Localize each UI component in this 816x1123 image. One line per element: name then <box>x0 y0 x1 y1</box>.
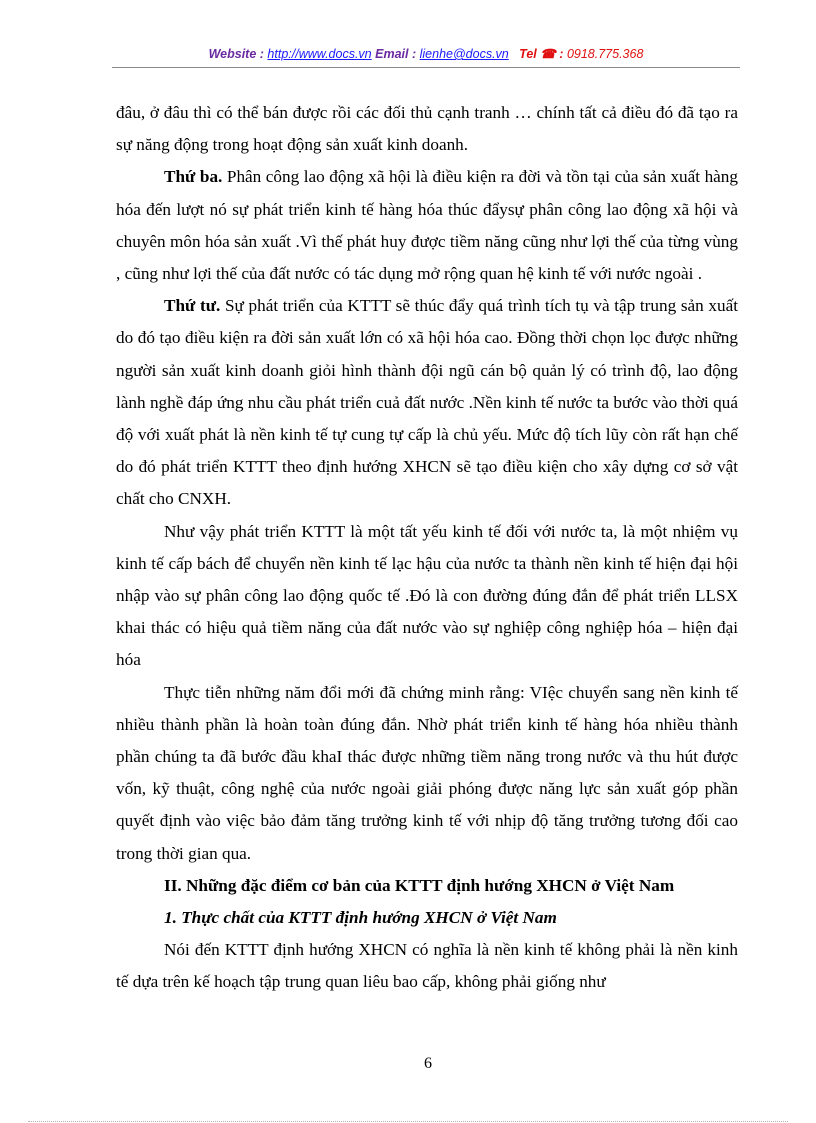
footer-divider <box>28 1121 788 1122</box>
subsection-heading: 1. Thực chất của KTTT định hướng XHCN ở Việt Nam <box>164 908 557 928</box>
email-label: Email <box>375 47 409 61</box>
website-link[interactable]: http://www.docs.vn <box>267 47 372 61</box>
paragraph-2 <box>116 161 738 290</box>
paragraph-2-text: Phân công lao động xã hội là điều kiện ra đời và tồn tại của sản xuất hàng hóa đến lượt nó sự phát triển kinh tế hàng hóa thúc đẩysự phân công lao động xã hội và chuyên môn hóa sản xuất .Vì thế phát huy được tiềm năng cũng như lợi thế của từng vùng , cũng như lợi thế của đất nước có tác dụng mở rộng quan hệ kinh tế với nước ngoài . <box>116 167 738 284</box>
paragraph-1: đâu, ở đâu thì có thể bán được rồi các đối thủ cạnh tranh … chính tất cả điều đó đã tạo ra sự năng động trong hoạt động sản xuất kinh doanh. <box>116 103 738 155</box>
tel-label: Tel ☎ : <box>519 47 564 61</box>
email-link[interactable]: lienhe@docs.vn <box>419 47 509 61</box>
section-heading: II. Những đặc điểm cơ bản của KTTT định hướng XHCN ở Việt Nam <box>164 875 675 895</box>
paragraph-6: Nói đến KTTT định hướng XHCN có nghĩa là nền kinh tế không phải là nền kinh tế dựa trên kế hoạch tập trung quan liêu bao cấp, không phải giống như <box>116 940 738 992</box>
email-separator: : <box>408 47 417 61</box>
document-body <box>116 97 738 999</box>
paragraph-4: Như vậy phát triển KTTT là một tất yếu kinh tế đối với nước ta, là một nhiệm vụ kinh tế cấp bách để chuyển nền kinh tế lạc hậu của nước ta thành nền kinh tế hiện đại hội nhập vào sự phân công lao động quốc tế .Đó là con đường đúng đắn để phát triển LLSX khai thác có hiệu quả tiềm năng của đất nước vào sự nghiệp công nghiệp hóa – hiện đại hóa <box>116 521 738 670</box>
paragraph-5: Thực tiễn những năm đổi mới đã chứng minh rằng: VIệc chuyển sang nền kinh tế nhiều thành phần là hoàn toàn đúng đắn. Nhờ phát triển kinh tế hàng hóa nhiều thành phần chúng ta đã bước đầu khaI thác được những tiềm năng trong nước và thu hút được vốn, kỹ thuật, công nghệ của nước ngoài giải phóng được năng lực sản xuất góp phần quyết định vào việc bảo đảm tăng trưởng kinh tế với nhịp độ tăng trưởng tương đối cao trong thời gian qua. <box>116 682 738 863</box>
paragraph-3-text: Sự phát triển của KTTT sẽ thúc đẩy quá trình tích tụ và tập trung sản xuất do đó tạo điều kiện ra đời sản xuất lớn có xã hội hóa cao. Đồng thời chọn lọc được những người sản xuất kinh doanh giỏi hình thành đội ngũ cán bộ quản lý có trình độ, lao động lành nghề đáp ứng nhu cầu phát triển cuả đất nước .Nền kinh tế nước ta bước vào thời quá độ với xuất phát là nền kinh tế tự cung tự cấp là chủ yếu. Mức độ tích lũy còn rất hạn chế do đó phát triển KTTT theo định hướng XHCN sẽ tạo điều kiện cho xây dựng cơ sở vật chất cho CNXH. <box>116 296 738 509</box>
paragraph-2-lead: Thứ ba. <box>164 167 223 187</box>
paragraph-3-lead: Thứ tư. <box>164 296 221 316</box>
header-divider <box>112 67 740 68</box>
website-label: Website : <box>208 47 264 61</box>
page-number: 6 <box>424 1055 432 1072</box>
paragraph-3 <box>116 290 738 515</box>
page-header <box>112 46 740 61</box>
tel-value: 0918.775.368 <box>566 47 644 61</box>
